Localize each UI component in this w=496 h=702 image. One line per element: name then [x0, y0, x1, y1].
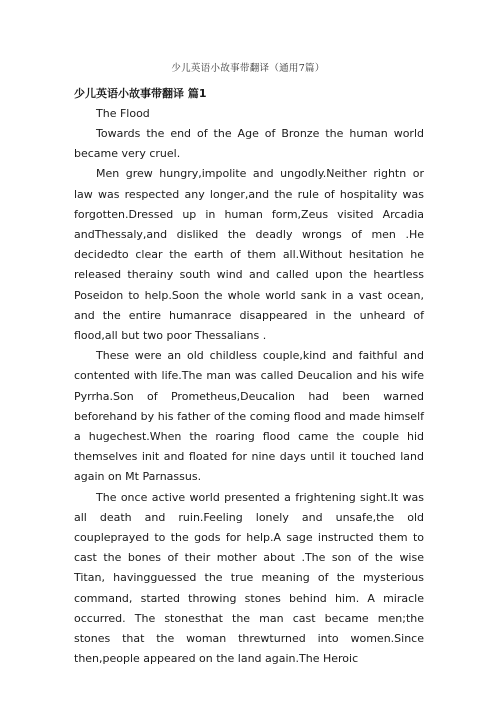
section-title: 少儿英语小故事带翻译 篇1: [74, 87, 207, 100]
paragraph: Towards the end of the Age of Bronze the human world became very cruel.: [74, 127, 424, 161]
paragraph: Men grew hungry,impolite and ungodly.Neither rightn or law was respected any longer,and the rule of hospitality was forgotten.Dressed up in human form,Zeus visited Arcadia andThessaly,and disliked the deadly wrongs of men .He decidedto clear the earth of them all.Without hesitation he released therainy south wind and called upon the heartless Poseidon to help.Soon the whole world sank in a vast ocean, and the entire humanrace disappeared in the unheard of flood,all but two poor Thessalians .: [74, 167, 424, 343]
running-header: 少儿英语小故事带翻译（通用7篇）: [171, 63, 325, 74]
paragraph: These were an old childless couple,kind and faithful and contented with life.The man was called Deucalion and his wife Pyrrha.Son of Prometheus,Deucalion had been warned beforehand by his father of the coming flood and made himself a hugechest.When the roaring flood came the couple hid themselves init and floated for nine days until it touched land again on Mt Parnassus.: [74, 349, 424, 484]
paragraph: The once active world presented a frightening sight.It was all death and ruin.Feeling lonely and unsafe,the old coupleprayed to the gods for help.A sage instructed them to cast the bones of their mother about .The son of the wise Titan, havingguessed the true meaning of the mysterious command, started throwing stones behind him. A miracle occurred. The stonesthat the man cast became men;the stones that the woman threwturned into women.Since then,people appeared on the land again.The Heroic: [74, 490, 424, 666]
story-title: The Flood: [96, 107, 150, 120]
document-body: [74, 84, 424, 669]
